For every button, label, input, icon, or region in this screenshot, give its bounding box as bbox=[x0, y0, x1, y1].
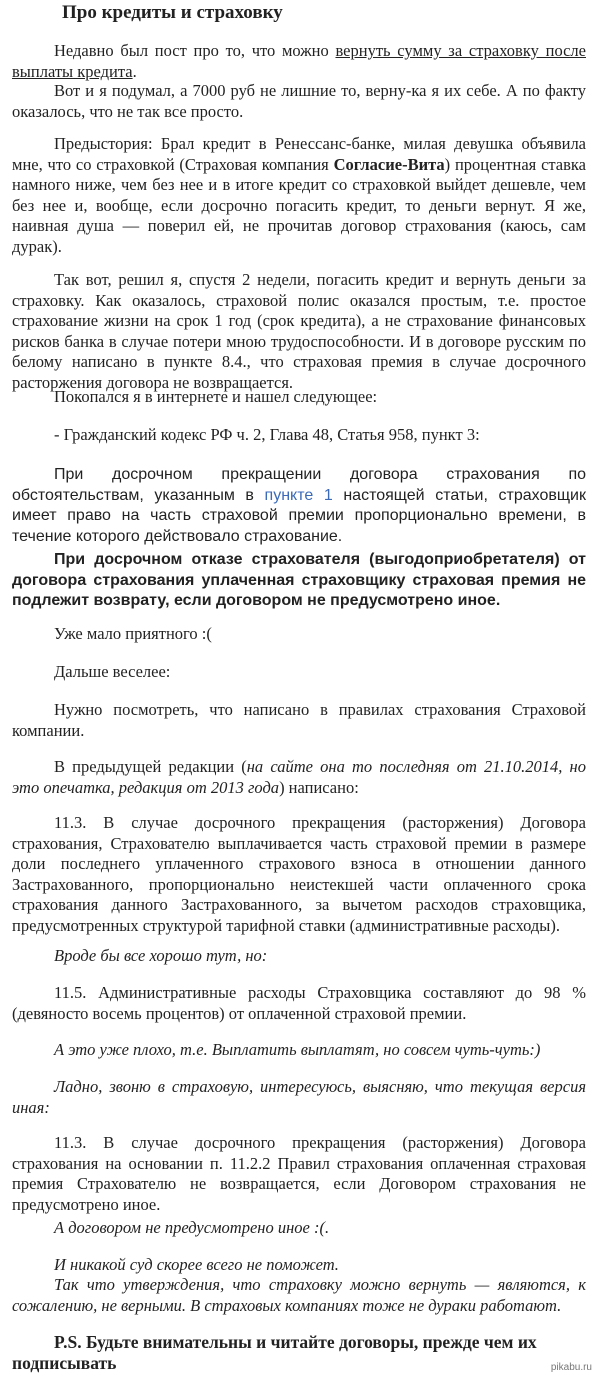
calling-paragraph: Ладно, звоню в страховую, интересуюсь, выясняю, что текущая версия иная: bbox=[12, 1077, 586, 1117]
intro-period: . bbox=[132, 61, 137, 81]
watermark: pikabu.ru bbox=[550, 1362, 592, 1373]
unpleasant-line: Уже мало приятного :( bbox=[54, 624, 212, 643]
clause-11-5: 11.5. Административные расходы Страховщика составляют до 98 % (девяносто восемь процентов) от оплаченной страховой премии. bbox=[12, 983, 586, 1023]
intro-paragraph bbox=[12, 41, 586, 82]
ps-paragraph: P.S. Будьте внимательны и читайте договоры, прежде чем их подписывать bbox=[12, 1332, 537, 1373]
backstory-paragraph bbox=[12, 134, 586, 257]
searched-paragraph: Покопался я в интернете и нашел следующее: bbox=[54, 387, 378, 406]
seems-ok-line: Вроде бы все хорошо тут, но: bbox=[54, 946, 268, 965]
previous-edition-paragraph bbox=[12, 757, 586, 798]
rules-paragraph: Нужно посмотреть, что написано в правилах страхования Страховой компании. bbox=[12, 700, 586, 740]
page-title: Про кредиты и страховку bbox=[62, 2, 283, 23]
law-text-a: При досрочном прекращении договора страхования по обстоятельствам, указанным в bbox=[12, 466, 586, 504]
funnier-line: Дальше веселее: bbox=[54, 662, 171, 681]
prev-edition-note: на сайте она то последняя от 21.10.2014, но это опечатка, редакция от 2013 года bbox=[12, 757, 586, 797]
intro-text: Недавно был пост про то, что можно bbox=[54, 41, 336, 60]
prev-edition-b: ) написано: bbox=[279, 777, 359, 797]
prev-edition-a: В предыдущей редакции ( bbox=[54, 757, 247, 776]
bad-line: А это уже плохо, т.е. Выплатить выплатят, но совсем чуть-чуть:) bbox=[54, 1040, 541, 1059]
intro-paragraph-2: Вот и я подумал, а 7000 руб не лишние то, верну-ка я их себе. А по факту оказалось, что не так все просто. bbox=[12, 81, 586, 121]
attempt-paragraph: Так вот, решил я, спустя 2 недели, погасить кредит и вернуть деньги за страховку. Как оказалось, страховой полис оказался простым, т.е. простое страхование жизни на срок 1 год (срок кредита), а не страхование финансовых рисков банка в случае потери мною трудоспособности. И в договоре русским по белому написано в пункте 8.4., что страховая премия в случае досрочного расторжения договора не возвращается. bbox=[12, 270, 586, 392]
law-paragraph-2: При досрочном отказе страхователя (выгодоприобретателя) от договора страхования уплаченная страховщику страховая премия не подлежит возврату, если договором не предусмотрено иное. bbox=[12, 551, 586, 609]
law-text-b: настоящей статьи, страховщик имеет право на часть страховой премии пропорционально времени, в течение которого действовало страхование. bbox=[12, 486, 586, 545]
return-insurance-link[interactable]: вернуть сумму за страховку после выплаты кредита bbox=[12, 41, 586, 81]
not-provided-line: А договором не предусмотрено иное :(. bbox=[54, 1218, 330, 1237]
conclusion-paragraph: Так что утверждения, что страховку можно вернуть — являются, к сожалению, не верными. В страховых компаниях тоже не дураки работают. bbox=[12, 1275, 586, 1315]
backstory-text-a: Предыстория: Брал кредит в Ренессанс-банке, милая девушка объявила мне, что со страховкой (Страховая компания bbox=[12, 134, 586, 174]
backstory-text-b: ) процентная ставка намного ниже, чем без нее и в итоге кредит со страховкой выйдет дешевле, чем без нее и, вообще, если досрочно погасить кредит, то деньги вернут. Я же, наивная душа — поверил ей, не прочитав договор страхования (каюсь, сам дурак). bbox=[12, 154, 587, 256]
law-paragraph-1 bbox=[12, 465, 586, 547]
law-clause-link[interactable]: пункте 1 bbox=[264, 486, 333, 504]
law-reference: - Гражданский кодекс РФ ч. 2, Глава 48, Статья 958, пункт 3: bbox=[54, 425, 480, 444]
court-line: И никакой суд скорее всего не поможет. bbox=[54, 1255, 339, 1274]
clause-11-3-new: 11.3. В случае досрочного прекращения (расторжения) Договора страхования на основании п. 11.2.2 Правил страхования оплаченная страховая премия Страхователю не возвращается, если Договором страхования не предусмотрено иное. bbox=[12, 1133, 586, 1214]
clause-11-3-old: 11.3. В случае досрочного прекращения (расторжения) Договора страхования, Страхователю выплачивается часть страховой премии в размере доли последнего уплаченного страхового взноса в отношении данного Застрахованного, пропорционально неистекшей части оплаченного срока страхования данного Застрахованного, за вычетом расходов страховщика, предусмотренных структурой тарифной ставки (административные расходы). bbox=[12, 813, 586, 935]
company-name: Согласие-Вита bbox=[333, 154, 445, 174]
